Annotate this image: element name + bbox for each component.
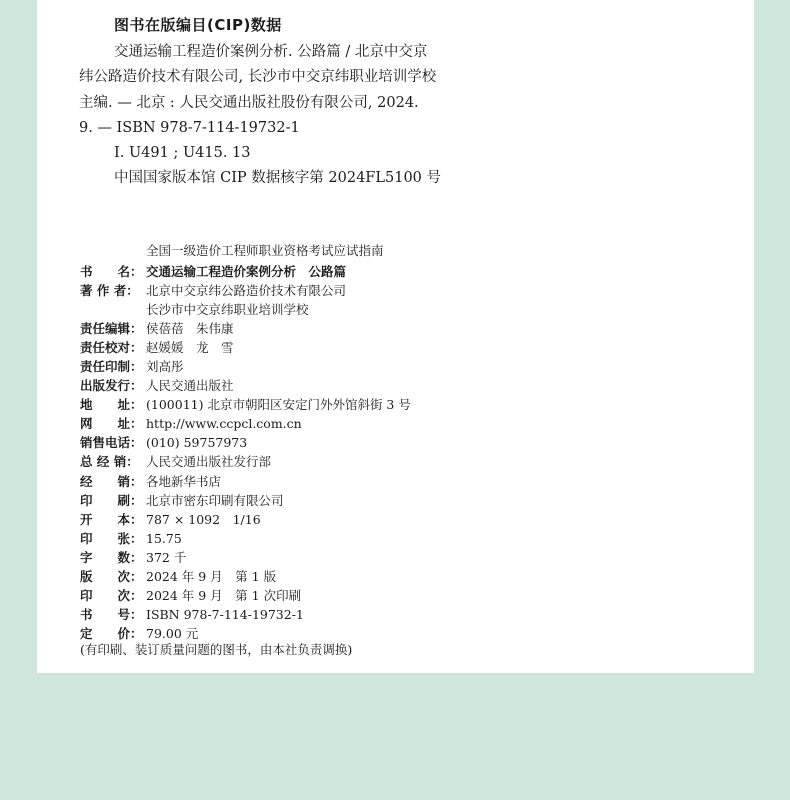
info-row-publisher [80,376,411,395]
info-label: 出版发行： [80,378,143,394]
info-label: 责任编辑： [80,321,143,337]
info-row-author [80,281,411,300]
info-row-impression [80,586,411,605]
info-value: 787 × 1092 1/16 [146,511,261,527]
info-value: 15.75 [146,530,182,546]
info-value: 372 千 [146,549,187,565]
info-row-format [80,510,411,529]
cip-line: 9. — ISBN 978-7-114-19732-1 [79,119,300,136]
info-row-printing-supervisor [80,357,411,376]
cip-line: Ⅰ. U491 ; U415. 13 [114,145,251,162]
info-row-editor [80,319,411,338]
info-value: 赵媛媛 龙 雪 [146,340,234,356]
info-value: http://www.ccpcl.com.cn [146,416,302,432]
info-value: 2024 年 9 月 第 1 版 [146,568,277,584]
info-row-address [80,395,411,414]
info-row-retailer [80,472,411,491]
info-label: 责任印制： [80,359,143,375]
info-row-printer [80,491,411,510]
info-label: 总 经 销： [80,454,139,470]
info-label: 著 作 者： [80,283,139,299]
info-label: 地 址： [80,397,143,413]
book-title: 交通运输工程造价案例分析 公路篇 [146,264,347,279]
cip-line: 纬公路造价技术有限公司, 长沙市中交京纬职业培训学校 [79,69,437,86]
info-row-distributor [80,452,411,471]
info-value: 人民交通出版社发行部 [146,454,272,470]
info-label: 印 张： [80,530,143,546]
cip-line: 交通运输工程造价案例分析. 公路篇 / 北京中交京 [114,44,428,60]
info-row-wordcount [80,548,411,567]
info-label: 网 址： [80,416,143,432]
info-value: 北京中交京纬公路造价技术有限公司 [146,283,347,299]
info-label: 书 名： [80,264,143,279]
info-row-proofreader [80,338,411,357]
info-row-isbn [80,605,411,624]
info-value: 2024 年 9 月 第 1 次印刷 [146,587,302,603]
info-value: 各地新华书店 [146,473,222,489]
info-value: 人民交通出版社 [146,378,234,394]
info-value: 侯蓓蓓 朱伟康 [146,321,234,337]
info-value: 长沙市中交京纬职业培训学校 [146,302,309,318]
series-title: 全国一级造价工程师职业资格考试应试指南 [146,243,384,258]
info-row-sheets [80,529,411,548]
cip-line: 主编. — 北京 : 人民交通出版社股份有限公司, 2024. [79,94,419,111]
cip-record [79,40,499,192]
info-value: (100011) 北京市朝阳区安定门外外馆斜街 3 号 [146,397,411,413]
info-row-phone [80,433,411,452]
info-row-edition [80,567,411,586]
info-label: 书 号： [80,606,143,622]
info-row-website [80,414,411,433]
info-label [80,300,146,319]
info-value: 北京市密东印刷有限公司 [146,492,284,508]
info-value: (010) 59757973 [146,435,248,451]
info-value: 79.00 元 [146,625,199,641]
publication-info [80,262,411,643]
info-label: 印 次： [80,587,143,603]
info-label: 版 次： [80,568,143,584]
info-label: 定 价： [80,625,143,641]
info-value: 刘高彤 [146,359,184,375]
info-row-author-2 [80,300,411,319]
cip-title: 图书在版编目(CIP)数据 [114,16,282,34]
info-label: 开 本： [80,511,143,527]
info-label: 字 数： [80,549,143,565]
info-label: 销售电话： [80,435,143,451]
cip-line: 中国国家版本馆 CIP 数据核字第 2024FL5100 号 [114,170,442,187]
info-label: 印 刷： [80,492,143,508]
info-label: 责任校对： [80,340,143,356]
info-value: ISBN 978-7-114-19732-1 [146,606,304,622]
info-row-title [80,262,411,281]
info-label: 经 销： [80,473,143,489]
quality-note: (有印刷、装订质量问题的图书，由本社负责调换) [80,642,353,657]
